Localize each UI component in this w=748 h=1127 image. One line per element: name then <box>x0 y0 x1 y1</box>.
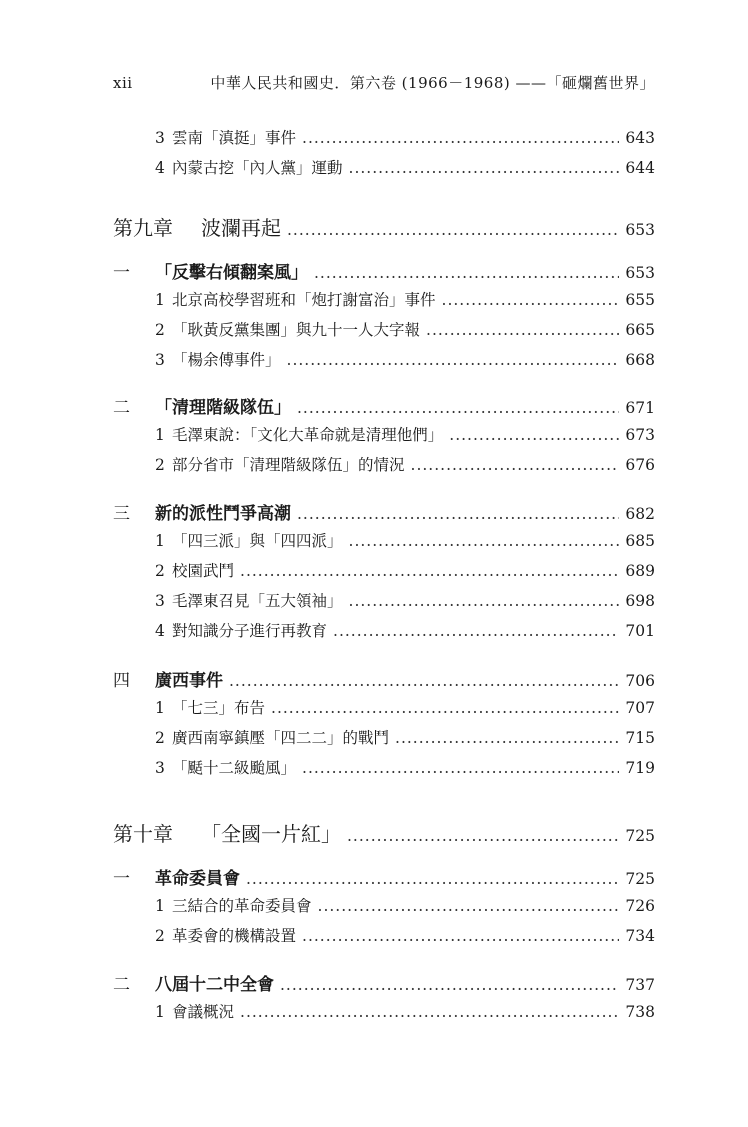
entry-title: 部分省市「清理階級隊伍」的情況 <box>172 456 405 474</box>
toc-sub-entry <box>0 696 748 726</box>
dot-leader <box>240 562 619 580</box>
entry-page: 715 <box>625 729 655 747</box>
entry-page: 643 <box>625 129 655 147</box>
dot-leader <box>302 759 619 777</box>
entry-page: 725 <box>625 827 655 845</box>
entry-page: 689 <box>625 562 655 580</box>
entry-number: 二 <box>113 398 130 418</box>
entry-page: 706 <box>625 672 655 690</box>
dot-leader <box>302 129 619 147</box>
toc-chapter-entry <box>0 212 748 242</box>
toc-sub-entry <box>0 348 748 378</box>
dot-leader <box>349 159 620 177</box>
entry-number: 1 <box>155 897 165 915</box>
dot-leader <box>442 291 620 309</box>
dot-leader <box>229 672 619 690</box>
toc-sub-entry <box>0 756 748 786</box>
dot-leader <box>395 729 619 747</box>
entry-number: 2 <box>155 729 165 747</box>
entry-title: 雲南「滇挺」事件 <box>172 129 297 147</box>
entry-page: 668 <box>625 351 655 369</box>
entry-title: 北京高校學習班和「炮打謝富治」事件 <box>172 291 436 309</box>
entry-page: 673 <box>625 426 655 444</box>
toc-section-entry <box>0 970 748 1000</box>
entry-number: 一 <box>113 869 130 889</box>
entry-title: 校園武鬥 <box>172 562 235 580</box>
dot-leader <box>349 532 620 550</box>
entry-title: 八屆十二中全會 <box>155 975 274 995</box>
dot-leader <box>349 592 620 610</box>
toc-section-entry <box>0 666 748 696</box>
entry-page: 682 <box>625 505 655 523</box>
entry-title: 「反擊右傾翻案風」 <box>155 263 308 283</box>
entry-number: 3 <box>155 759 165 777</box>
toc-sub-entry <box>0 619 748 649</box>
entry-title: 波瀾再起 <box>201 216 281 240</box>
toc-sub-entry <box>0 726 748 756</box>
entry-title: 對知識分子進行再教育 <box>172 622 328 640</box>
entry-number: 1 <box>155 426 165 444</box>
toc-sub-entry <box>0 529 748 559</box>
dot-leader <box>318 897 620 915</box>
entry-title: 新的派性鬥爭高潮 <box>155 504 291 524</box>
entry-title: 三結合的革命委員會 <box>172 897 312 915</box>
entry-title: 「颳十二級颱風」 <box>172 759 297 777</box>
entry-page: 701 <box>625 622 655 640</box>
dot-leader <box>280 976 619 994</box>
entry-number: 2 <box>155 321 165 339</box>
entry-number: 3 <box>155 351 165 369</box>
entry-title: 「七三」布告 <box>172 699 266 717</box>
entry-number: 2 <box>155 562 165 580</box>
toc-sub-entry <box>0 589 748 619</box>
entry-number: 1 <box>155 699 165 717</box>
toc-sub-entry <box>0 453 748 483</box>
entry-title: 「清理階級隊伍」 <box>155 398 291 418</box>
dot-leader <box>297 505 619 523</box>
entry-page: 707 <box>625 699 655 717</box>
running-title: 中華人民共和國史．第六卷 (1966－1968) ——「砸爛舊世界」 <box>210 74 655 92</box>
entry-title: 內蒙古挖「內人黨」運動 <box>172 159 343 177</box>
entry-title: 廣西事件 <box>155 671 223 691</box>
dot-leader <box>287 221 619 239</box>
dot-leader <box>287 351 620 369</box>
entry-number: 3 <box>155 592 165 610</box>
entry-page: 698 <box>625 592 655 610</box>
dot-leader <box>411 456 620 474</box>
toc-sub-entry <box>0 894 748 924</box>
entry-page: 719 <box>625 759 655 777</box>
toc-sub-entry <box>0 288 748 318</box>
toc-sub-entry <box>0 126 748 156</box>
entry-number: 一 <box>113 263 130 283</box>
dot-leader <box>426 321 619 339</box>
toc-sub-entry <box>0 318 748 348</box>
toc-section-entry <box>0 864 748 894</box>
entry-number: 1 <box>155 291 165 309</box>
entry-title: 毛澤東召見「五大領袖」 <box>172 592 343 610</box>
toc-section-entry <box>0 258 748 288</box>
toc-sub-entry <box>0 559 748 589</box>
dot-leader <box>449 426 619 444</box>
dot-leader <box>302 927 619 945</box>
entry-page: 653 <box>625 221 655 239</box>
dot-leader <box>314 264 619 282</box>
entry-number: 3 <box>155 129 165 147</box>
entry-number: 4 <box>155 159 165 177</box>
entry-page: 655 <box>625 291 655 309</box>
entry-title: 毛澤東說：「文化大革命就是清理他們」 <box>172 426 444 444</box>
toc-section-entry <box>0 499 748 529</box>
entry-title: 會議概況 <box>172 1003 235 1021</box>
entry-page: 734 <box>625 927 655 945</box>
entry-page: 653 <box>625 264 655 282</box>
entry-number: 二 <box>113 975 130 995</box>
entry-page: 737 <box>625 976 655 994</box>
entry-page: 665 <box>625 321 655 339</box>
entry-number: 1 <box>155 532 165 550</box>
toc-sub-entry <box>0 423 748 453</box>
entry-title: 「耿黃反黨集團」與九十一人大字報 <box>172 321 421 339</box>
entry-number: 2 <box>155 927 165 945</box>
entry-title: 「楊余傅事件」 <box>172 351 281 369</box>
entry-title: 「全國一片紅」 <box>201 822 341 846</box>
entry-page: 726 <box>625 897 655 915</box>
entry-number: 四 <box>113 671 130 691</box>
entry-page: 671 <box>625 399 655 417</box>
entry-page: 738 <box>625 1003 655 1021</box>
page-number: xii <box>113 74 133 92</box>
entry-title: 廣西南寧鎮壓「四二二」的戰鬥 <box>172 729 390 747</box>
dot-leader <box>333 622 619 640</box>
dot-leader <box>240 1003 619 1021</box>
entry-title: 革命委員會 <box>155 869 240 889</box>
entry-number: 2 <box>155 456 165 474</box>
entry-title: 革委會的機構設置 <box>172 927 297 945</box>
dot-leader <box>246 870 619 888</box>
entry-page: 725 <box>625 870 655 888</box>
dot-leader <box>297 399 619 417</box>
dot-leader <box>347 827 619 845</box>
entry-title: 「四三派」與「四四派」 <box>172 532 343 550</box>
toc-sub-entry <box>0 924 748 954</box>
entry-page: 676 <box>625 456 655 474</box>
entry-number: 第十章 <box>113 822 173 846</box>
toc-sub-entry <box>0 1000 748 1030</box>
entry-number: 第九章 <box>113 216 173 240</box>
entry-number: 1 <box>155 1003 165 1021</box>
toc-chapter-entry <box>0 818 748 848</box>
entry-page: 644 <box>625 159 655 177</box>
toc-sub-entry <box>0 156 748 186</box>
entry-number: 4 <box>155 622 165 640</box>
dot-leader <box>271 699 619 717</box>
entry-page: 685 <box>625 532 655 550</box>
toc-section-entry <box>0 393 748 423</box>
entry-number: 三 <box>113 504 130 524</box>
